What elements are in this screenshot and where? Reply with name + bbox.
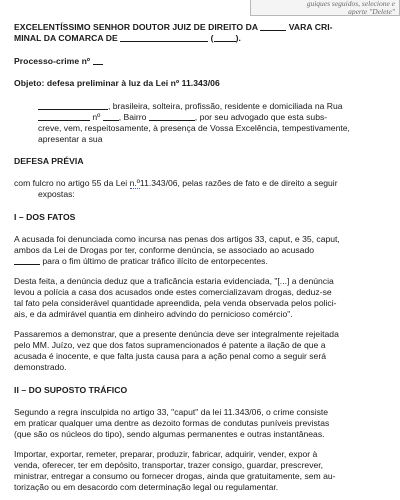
court-address-text-5: ). xyxy=(235,33,241,43)
client-name-blank[interactable] xyxy=(38,101,108,110)
trafficking-p2-line-4: torização ou em desacordo com determinação legal ou regulamentar. xyxy=(14,482,279,492)
facts-p3-line-3: acusada é inocente, e que falta justa causa para a ação penal como a seguir será xyxy=(14,351,326,361)
trafficking-paragraph-1 xyxy=(14,407,388,440)
intro-line-2 xyxy=(38,112,385,123)
facts-paragraph-3 xyxy=(14,329,388,373)
section-trafficking-title: II – DO SUPOSTO TRÁFICO xyxy=(14,385,128,395)
legal-basis-text-2: 11.343/06, pelas razões de fato e de direito a seguir xyxy=(139,178,338,188)
intro-text-4: , por seu advogado que esta subs- xyxy=(194,112,328,122)
street-blank[interactable] xyxy=(38,112,90,121)
trafficking-p2-line-1: Importar, exportar, remeter, preparar, produzir, fabricar, adquirir, vender, expor à xyxy=(14,449,318,459)
co-defendant-blank[interactable] xyxy=(14,256,40,265)
edit-hint-line-1: guiques seguidos, selecione e xyxy=(306,0,395,8)
facts-p3-line-1: Passaremos a demonstrar, que a presente denúncia deve ser integralmente rejeitada xyxy=(14,329,339,339)
process-number-line xyxy=(14,56,388,67)
court-address-header xyxy=(14,22,388,44)
trafficking-p1-line-1: Segundo a regra insculpida no artigo 33, "caput" da lei 11.343/06, o crime consiste xyxy=(14,407,329,417)
trafficking-p2-line-3: ministrar, entregar a consumo ou fornecer drogas, ainda que gratuitamente, sem au- xyxy=(14,471,336,481)
facts-p3-line-4: demonstrado. xyxy=(14,362,67,372)
intro-text-2: nº xyxy=(92,112,101,122)
legal-basis-line-2: expostas: xyxy=(38,189,75,199)
intro-line-4: apresentar a sua xyxy=(38,134,103,144)
court-address-text-2: VARA CRI- xyxy=(288,22,333,32)
facts-p2-line-2: levou a polícia a casa dos acusados onde estes comercializavam drogas, deduz-se xyxy=(14,287,332,297)
intro-paragraph xyxy=(14,101,388,145)
comarca-blank[interactable] xyxy=(120,33,208,42)
intro-text-3: , Bairro xyxy=(118,112,147,122)
intro-line-1 xyxy=(38,101,385,112)
court-address-text-1: EXCELENTÍSSIMO SENHOR DOUTOR JUIZ DE DIREITO DA xyxy=(14,22,258,32)
court-address-text-3: MINAL DA COMARCA DE xyxy=(14,33,118,43)
facts-p3-line-2: pelo MM. Juízo, vez que dos fatos supramencionados é patente a ilação de que a xyxy=(14,340,326,350)
trafficking-paragraph-2 xyxy=(14,449,388,493)
court-number-blank[interactable] xyxy=(260,22,286,31)
trafficking-p2-line-2: venda, oferecer, ter em depósito, transportar, trazer consigo, guardar, prescrever, xyxy=(14,460,324,470)
trafficking-p1-line-2: em praticar qualquer uma dentre as dezoito formas de condutas puníveis previstas xyxy=(14,418,330,428)
trafficking-p1-line-3: (que são os núcleos do tipo), sendo algumas permanentes e outras instantâneas. xyxy=(14,429,325,439)
process-number-blank[interactable] xyxy=(93,56,103,65)
facts-p2-line-4: ais, e da admirável quantia em dinheiro advindo do pernicioso comércio". xyxy=(14,309,293,319)
court-address-line-2 xyxy=(14,33,388,44)
facts-p1-line-3 xyxy=(14,256,388,267)
facts-p2-line-3: tal fato pela considerável quantidade apreendida, pela venda observada pelos polici- xyxy=(14,298,337,308)
facts-p1-text-3: para o fim último de praticar tráfico ilícito de entorpecentes. xyxy=(42,256,268,266)
legal-basis-text-1: com fulcro no artigo 55 da Lei xyxy=(14,178,130,188)
section-facts-title: I – DOS FATOS xyxy=(14,212,76,222)
edit-hint-line-2: aperte "Delete" xyxy=(348,6,395,16)
intro-line-3: creve, vem, respeitosamente, à presença de Vossa Excelência, tempestivamente, xyxy=(38,123,350,133)
facts-paragraph-1 xyxy=(14,234,388,267)
facts-p1-line-1: A acusada foi denunciada como incursa nas penas dos artigos 33, caput, e 35, caput, xyxy=(14,234,340,244)
court-address-line-1 xyxy=(14,22,388,33)
legal-basis-paragraph xyxy=(14,178,388,200)
law-number-link[interactable]: n.º xyxy=(129,178,140,188)
facts-p2-line-1: Desta feita, a denúncia deduz que a traficância estaria evidenciada, "[...] a denúncia xyxy=(14,276,334,286)
state-blank[interactable] xyxy=(214,33,236,42)
court-address-text-4: ( xyxy=(210,33,214,43)
house-number-blank[interactable] xyxy=(103,112,119,121)
intro-text-1: , brasileira, solteira, profissão, residente e domiciliada na Rua xyxy=(108,101,343,111)
facts-paragraph-2 xyxy=(14,276,388,320)
defense-title: DEFESA PRÉVIA xyxy=(14,156,84,166)
process-label: Processo-crime nº xyxy=(14,56,91,66)
neighborhood-blank[interactable] xyxy=(149,112,195,121)
facts-p1-line-2: ambos da Lei de Drogas por ter, conforme denúncia, se associado ao acusado xyxy=(14,245,315,255)
legal-basis-line-1 xyxy=(14,178,388,189)
edit-hint-note xyxy=(250,0,400,16)
object-line: Objeto: defesa preliminar à luz da Lei nº 11.343/06 xyxy=(14,78,220,88)
